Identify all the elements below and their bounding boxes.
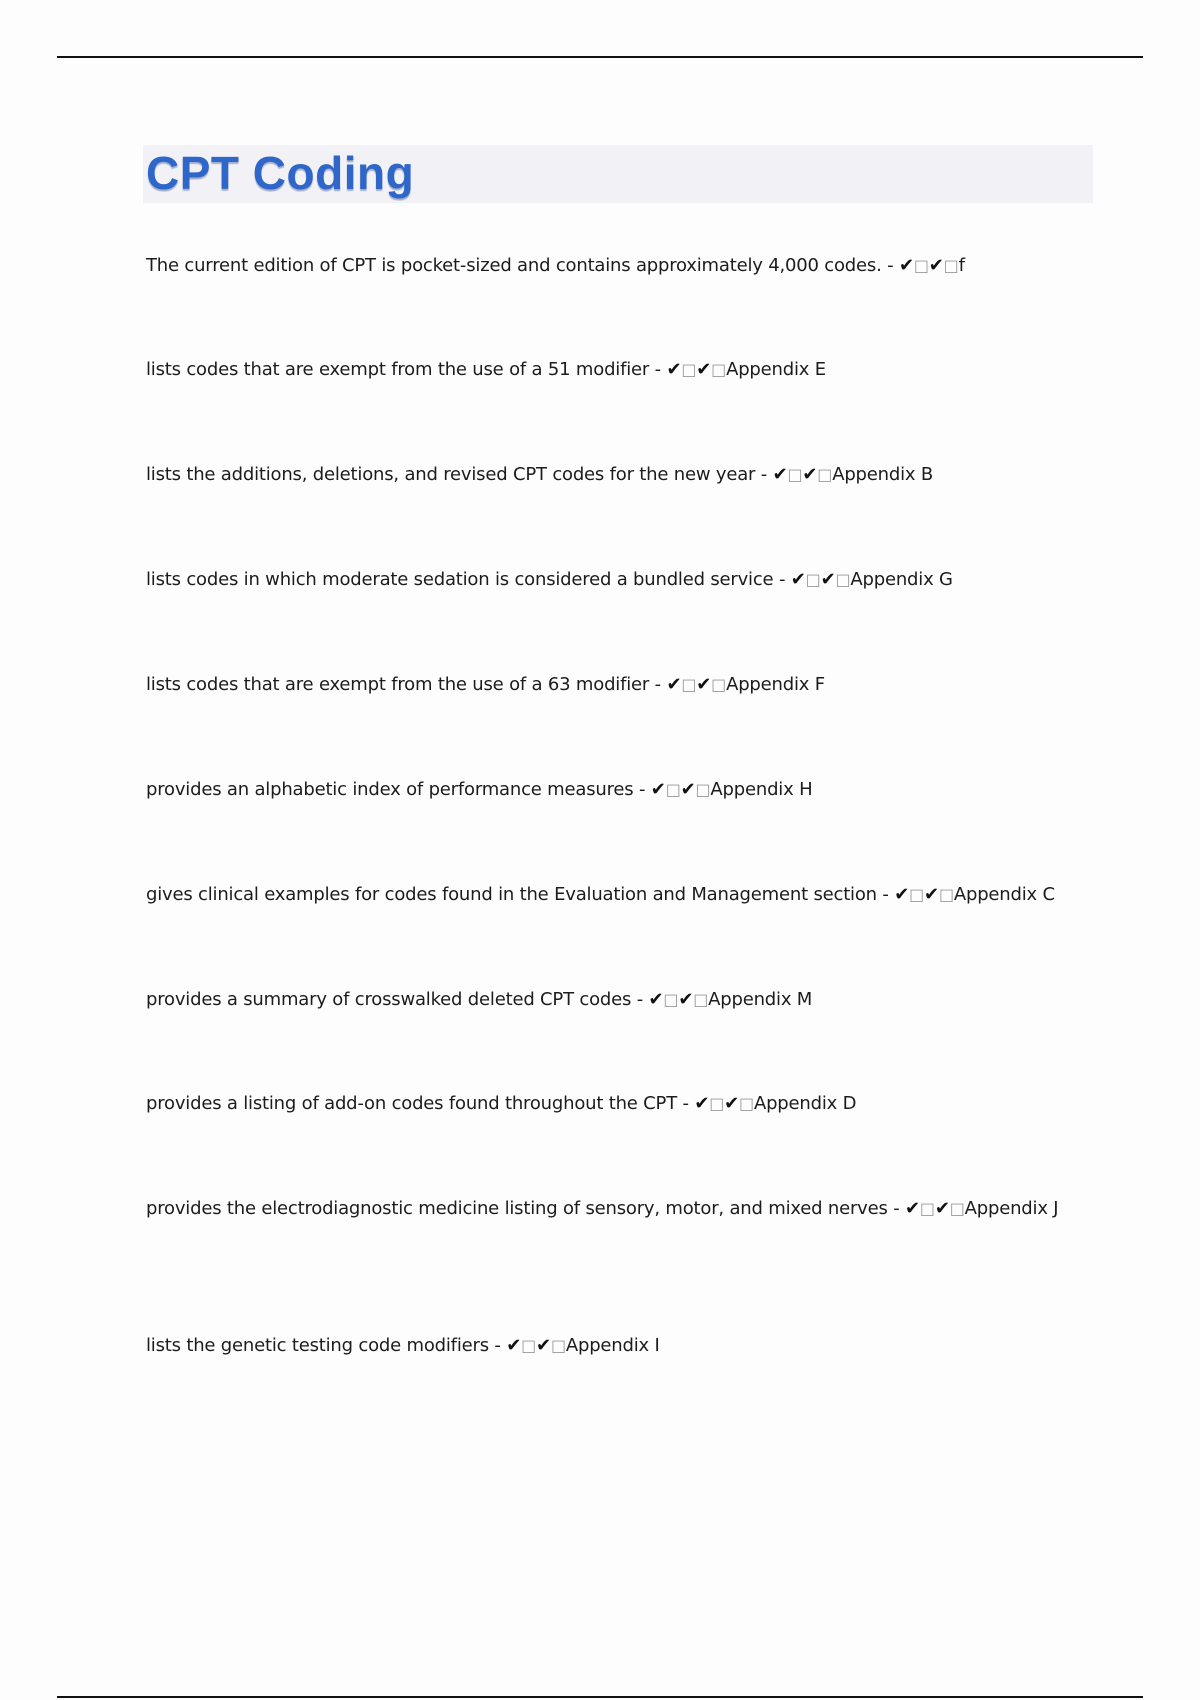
separator: - — [887, 1198, 906, 1219]
check-icon: ✔ — [536, 1335, 551, 1356]
answer-text: Appendix E — [726, 359, 826, 380]
check-icon: ✔ — [650, 779, 666, 800]
qa-item-8 — [146, 984, 1091, 1016]
separator: - — [876, 884, 895, 905]
answer-text: f — [958, 255, 965, 276]
box-icon: □ — [913, 256, 929, 275]
top-rule — [57, 56, 1143, 58]
separator: - — [649, 359, 667, 380]
check-icon: ✔ — [802, 464, 818, 485]
box-icon: □ — [663, 990, 679, 1009]
check-icon: ✔ — [905, 1198, 920, 1219]
check-icon: ✔ — [934, 1198, 950, 1219]
check-icon: ✔ — [678, 989, 694, 1010]
answer-text: Appendix M — [708, 989, 813, 1010]
box-icon: □ — [938, 885, 954, 904]
box-icon: □ — [711, 675, 727, 694]
answer-text: Appendix G — [850, 569, 953, 590]
qa-item-10 — [146, 1193, 1091, 1225]
box-icon: □ — [835, 570, 851, 589]
qa-item-7 — [146, 879, 1091, 911]
qa-item-4 — [146, 564, 1091, 596]
box-icon: □ — [709, 1094, 725, 1113]
question-text: gives clinical examples for codes found in the Evaluation and Management section — [146, 884, 877, 905]
separator: - — [633, 779, 651, 800]
question-text: lists the genetic testing code modifiers — [146, 1335, 489, 1356]
question-text: lists codes in which moderate sedation is considered a bundled service — [146, 569, 774, 590]
check-icon: ✔ — [894, 884, 910, 905]
check-icon: ✔ — [898, 255, 914, 276]
box-icon: □ — [711, 360, 727, 379]
question-text: lists codes that are exempt from the use of a 51 modifier — [146, 359, 650, 380]
check-icon: ✔ — [666, 674, 682, 695]
check-icon: ✔ — [694, 1093, 710, 1114]
box-icon: □ — [805, 570, 821, 589]
check-icon: ✔ — [506, 1335, 522, 1356]
check-icon: ✔ — [790, 569, 806, 590]
check-icon: ✔ — [820, 569, 836, 590]
question-text: The current edition of CPT is pocket-sized and contains approximately 4,000 codes. — [146, 255, 882, 276]
qa-item-3 — [146, 459, 1091, 491]
box-icon: □ — [949, 1199, 965, 1218]
box-icon: □ — [909, 885, 925, 904]
check-icon: ✔ — [924, 884, 939, 905]
answer-text: Appendix D — [753, 1093, 857, 1114]
separator: - — [488, 1335, 507, 1356]
page-title: CPT Coding — [146, 147, 415, 199]
qa-item-5 — [146, 669, 1091, 701]
question-text: provides a summary of crosswalked deleted CPT codes — [146, 989, 632, 1010]
qa-item-2 — [146, 354, 1091, 386]
check-icon: ✔ — [928, 255, 944, 276]
check-icon: ✔ — [772, 464, 788, 485]
box-icon: □ — [521, 1336, 537, 1355]
separator: - — [677, 1093, 695, 1114]
check-icon: ✔ — [648, 989, 664, 1010]
box-icon: □ — [695, 780, 711, 799]
answer-text: Appendix B — [832, 464, 934, 485]
separator: - — [755, 464, 773, 485]
question-text: lists the additions, deletions, and revised CPT codes for the new year — [146, 464, 756, 485]
check-icon: ✔ — [724, 1093, 740, 1114]
question-text: lists codes that are exempt from the use of a 63 modifier — [146, 674, 650, 695]
qa-item-6 — [146, 774, 1091, 806]
box-icon: □ — [943, 256, 959, 275]
box-icon: □ — [919, 1199, 935, 1218]
check-icon: ✔ — [666, 359, 682, 380]
separator: - — [649, 674, 667, 695]
answer-text: Appendix F — [726, 674, 825, 695]
box-icon: □ — [550, 1336, 566, 1355]
qa-item-1 — [146, 250, 1091, 282]
separator: - — [773, 569, 791, 590]
box-icon: □ — [817, 465, 833, 484]
box-icon: □ — [693, 990, 709, 1009]
box-icon: □ — [681, 675, 697, 694]
question-text: provides a listing of add-on codes found throughout the CPT — [146, 1093, 677, 1114]
answer-text: Appendix C — [953, 884, 1055, 905]
check-icon: ✔ — [696, 674, 712, 695]
box-icon: □ — [665, 780, 681, 799]
qa-item-9 — [146, 1088, 1091, 1120]
separator: - — [881, 255, 899, 276]
bottom-rule — [57, 1696, 1143, 1698]
box-icon: □ — [739, 1094, 754, 1113]
question-text: provides the electrodiagnostic medicine listing of sensory, motor, and mixed nerves — [146, 1198, 888, 1219]
qa-item-11 — [146, 1330, 1091, 1362]
separator: - — [631, 989, 649, 1010]
check-icon: ✔ — [696, 359, 712, 380]
answer-text: Appendix J — [964, 1198, 1059, 1219]
box-icon: □ — [787, 465, 803, 484]
answer-text: Appendix I — [565, 1335, 660, 1356]
check-icon: ✔ — [680, 779, 696, 800]
box-icon: □ — [681, 360, 697, 379]
answer-text: Appendix H — [710, 779, 813, 800]
question-text: provides an alphabetic index of performance measures — [146, 779, 634, 800]
